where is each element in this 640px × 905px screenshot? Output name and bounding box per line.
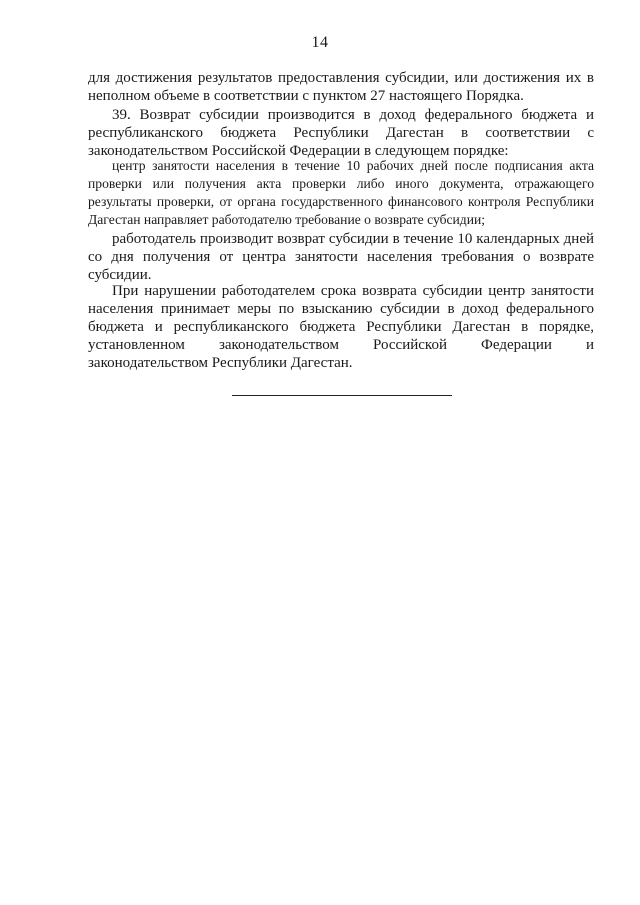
paragraph-violation bbox=[88, 282, 594, 372]
paragraph-continuation bbox=[88, 69, 594, 105]
paragraph-text: 39. Возврат субсидии производится в доход федерального бюджета и республиканского бюджета Республики Дагестан в соответствии с законодательством Российской Федерации в следующем порядке: bbox=[88, 107, 594, 159]
paragraph-section-39 bbox=[88, 106, 594, 160]
end-separator-line bbox=[232, 395, 452, 396]
paragraph-employment-center bbox=[88, 157, 594, 229]
page-number: 14 bbox=[311, 34, 329, 51]
paragraph-text: для достижения результатов предоставления субсидии, или достижения их в неполном объеме в соответствии с пунктом 27 настоящего Порядка. bbox=[88, 70, 594, 104]
paragraph-text: работодатель производит возврат субсидии в течение 10 календарных дней со дня получения от центра занятости населения требования о возврате субсидии. bbox=[88, 231, 594, 283]
paragraph-employer-return bbox=[88, 230, 594, 284]
paragraph-text: центр занятости населения в течение 10 рабочих дней после подписания акта проверки или получения акта проверки либо иного документа, отражающего результаты проверки, от органа государственного финансового контроля Республики Дагестан направляет работодателю требование о возврате субсидии; bbox=[88, 158, 594, 227]
paragraph-text: При нарушении работодателем срока возврата субсидии центр занятости населения принимает меры по взысканию субсидии в доход федерального бюджета и республиканского бюджета Республики Дагестан в порядке, установленном законодательством Российской Федерации и законодательством Республики Дагестан. bbox=[88, 283, 594, 371]
